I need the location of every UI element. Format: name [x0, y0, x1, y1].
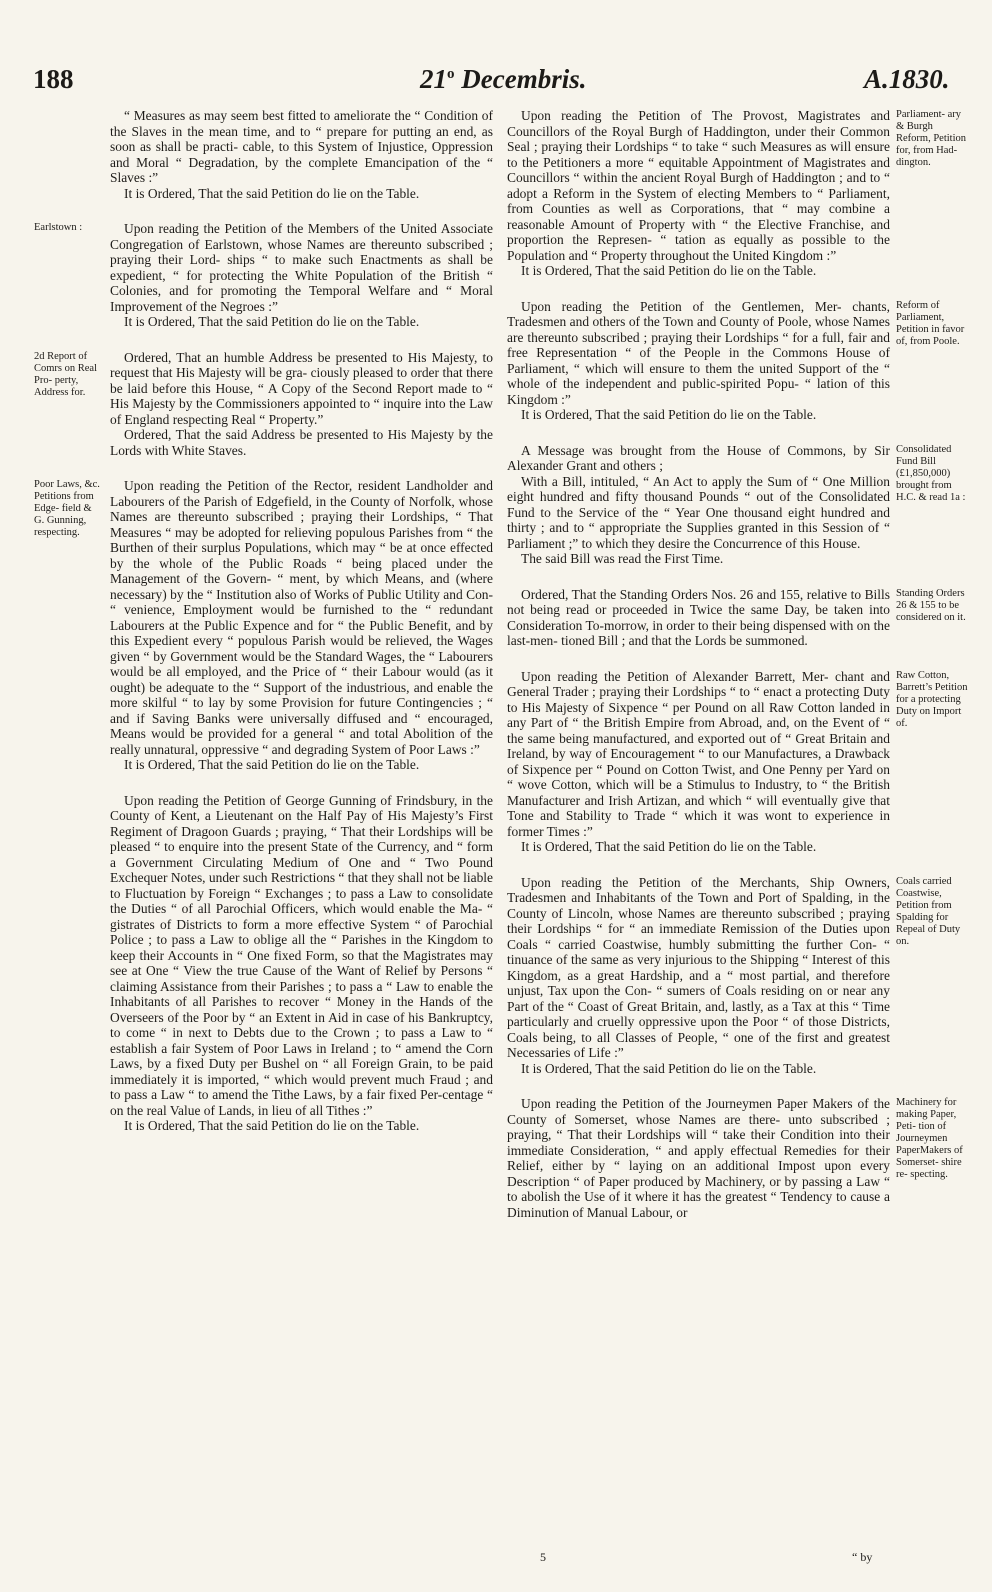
entry: [507, 668, 968, 855]
paragraph: Ordered, That the said Address be presented to His Majesty by the Lords with White Staves.: [110, 427, 493, 458]
entry: [507, 1096, 963, 1220]
entry: [110, 793, 493, 1134]
margin-note: 2d Report of Comrs on Real Pro- perty, Address for.: [34, 350, 97, 398]
entry: [507, 442, 966, 567]
entry: [34, 478, 493, 773]
margin-note: Reform of Parliament, Petition in favor of, from Poole.: [896, 299, 965, 347]
paragraph: It is Ordered, That the said Petition do lie on the Table.: [124, 757, 420, 772]
margin-note: Standing Orders 26 & 155 to be considered on it.: [896, 587, 966, 623]
paragraph: It is Ordered, That the said Petition do lie on the Table.: [521, 407, 817, 422]
page-footer: [540, 1550, 872, 1565]
paragraph: Upon reading the Petition of the Rector, resident Landholder and Labourers of the Parish of Edgefield, in the County of Norfolk, whose Names are thereunto subscribed ; praying their Lordships, “ That Measures “ may be adopted for relieving populous Parishes from “ the Burthen of their surplus Populations, which may “ be at once effected by the whole of the Public Roads “ being placed under the Management of the Govern- “ ment, by which Means, and (where necessary) by the “ Institution also of Works of Public Utility and Con- “ venience, Employment would be furnished to the “ redundant Labourers at the Public Expence and for “ the Public Benefit, and by this Expedient every “ populous Parish would be relieved, the Wages given “ by Government would be the Standard Wages, the “ Labourers would be all employed, and the Price of “ their Labour would (as it ought) be adequate to the “ Support of the industrious, and enable the more skilful “ to lay by some Provision for future Contingencies ; “ and if Saving Banks were universally diffused and “ encouraged, Means would be provided for a general “ and total Abolition of the really unnatural, oppressive “ and degrading System of Poor Laws :”: [110, 478, 493, 757]
paragraph: It is Ordered, That the said Petition do lie on the Table.: [124, 185, 420, 201]
left-column: [34, 108, 493, 1154]
paragraph: Upon reading the Petition of the Journeymen Paper Makers of the County of Somerset, whose Names are there- unto subscribed ; praying, “ That their Lordships will “ take their Condition into their immediate Consideration, “ and apply effectual Remedies for their Relief, either by “ laying on an additional Impost upon every Description “ of Paper produced by Machinery, or by passing a Law “ to abolish the Use of it where it has the greatest “ Tendency to cause a Diminution of Manual Labour, or: [507, 1096, 890, 1220]
paragraph: Upon reading the Petition of the Members of the United Associate Congregation of Earlstown, whose Names are thereunto subscribed ; praying their Lord- ships “ to make such Enactments as shall be expedient, “ for protecting the White Population of the British “ Colonies, and for promoting the Temporal Welfare and “ Moral Improvement of the Negroes :”: [110, 221, 493, 314]
margin-note: Parliament- ary & Burgh Reform, Petition for, from Had- dington.: [896, 109, 966, 168]
page-date: 21$^o$ Decembris.: [420, 64, 587, 94]
catchword: “ by: [852, 1550, 873, 1564]
paragraph: Upon reading the Petition of Alexander Barrett, Mer- chant and General Trader ; praying their Lordships “ to “ enact a protecting Duty to His Majesty of Sixpence “ per Pound on all Raw Cotton landed in any Part of “ the British Empire from Abroad, and, on the Event of “ the same being manufactured, and exported out of “ Great Britain and Ireland, by way of Encouragement “ to our Manufactures, a Drawback of Sixpence per “ Pound on Cotton Twist, and One Penny per Yard on “ wove Cotton, which will be a Stimulus to Industry, to “ the British Manufacturer and Irish Artizan, and which “ will eventually give that Tone and Stability to Trade “ which it was wont to experience in former Times :”: [507, 668, 890, 839]
paragraph: It is Ordered, That the said Petition do lie on the Table.: [521, 839, 817, 854]
paragraph: It is Ordered, That the said Petition do lie on the Table.: [124, 1118, 420, 1133]
margin-note: Earlstown :: [34, 222, 83, 233]
paragraph: Ordered, That the Standing Orders Nos. 26 and 155, relative to Bills not being read or proceeded in Twice the same Day, be taken into Consideration To-morrow, in order to their being dispensed with on the last-men- tioned Bill ; and that the Lords be summoned.: [507, 586, 890, 648]
paragraph: Upon reading the Petition of the Gentlemen, Mer- chants, Tradesmen and others of the Town and County of Poole, whose Names are thereunto subscribed ; praying their Lordships “ for a full, fair and free Representation “ of the People in the Commons House of Parliament, “ which will ensure to them the united Support of the “ whole of the independent and public-spirited Popu- “ lation of this Kingdom :”: [507, 298, 890, 407]
paragraph: It is Ordered, That the said Petition do lie on the Table.: [521, 1060, 817, 1076]
margin-note: Raw Cotton, Barrett’s Petition for a protecting Duty on Import of.: [896, 669, 968, 729]
page-header: [0, 58, 992, 108]
page-number: 188: [33, 64, 74, 94]
entry: [507, 586, 966, 649]
paragraph: It is Ordered, That the said Petition do lie on the Table.: [124, 314, 420, 329]
paragraph: Ordered, That an humble Address be presented to His Majesty, to request that His Majesty will be gra- ciously pleased to order that there be laid before this House, “ A Copy of the Second Report made to “ His Majesty by the Commissioners appointed to “ inquire into the Law of England respecting Real “ Property.”: [110, 349, 493, 427]
paragraph: Upon reading the Petition of The Provost, Magistrates and Councillors of the Royal Burgh of Haddington, under their Common Seal ; praying their Lordships “ to take “ such Measures as will ensure to the Petitioners a more “ equitable Appointment of Magistrates and Councillors “ within the ancient Royal Burgh of Haddington ; and to “ adopt a Reform in the System of electing Members to “ Parliament, from Counties as well as Corporations, that “ may combine a reasonable Amount of Property with “ the Elective Franchise, and proportion the Represen- “ tation as equally as possible to the Population and “ Property throughout the United Kingdom :”: [507, 108, 890, 263]
margin-note: Coals carried Coastwise, Petition from Spalding for Repeal of Duty on.: [896, 875, 961, 947]
entry: [507, 874, 961, 1077]
paragraph: A Message was brought from the House of Commons, by Sir Alexander Grant and others ;: [507, 442, 890, 473]
margin-note: Machinery for making Paper, Peti- tion of Journeymen PaperMakers of Somerset- shire re- specting.: [896, 1097, 963, 1180]
paragraph: Upon reading the Petition of George Gunning of Frindsbury, in the County of Kent, a Lieutenant on the Half Pay of His Majesty’s First Regiment of Dragoon Guards ; praying, “ That their Lordships will be pleased “ to enquire into the present State of the Currency, and “ form a Government Circulating Medium of One and “ Two Pound Exchequer Notes, under such Restrictions “ that they shall not be liable to Fluctuation by Foreign “ Exchanges ; to pass a Law to consolidate the Duties “ of all Parochial Officers, which would enable the Ma- “ gistrates of Districts to form a more effective System “ of Parochial Police ; to pass a Law to oblige all the “ Parishes in the Kingdom to keep their Accounts in “ One fixed Form, so that the Magistrates may see at One “ View the true Cause of the Want of Relief by Persons “ claiming Assistance from their Parishes ; to pass a “ Law to enable the Inhabitants of all Parishes to recover “ Money in the Hands of the Overseers of the Poor by “ an Extent in Aid in case of his Bankruptcy, to come “ in next to Debts due to the Crown ; to pass a Law to “ establish a fair System of Poor Laws in Ireland ; to “ amend the Corn Laws, by a fixed Duty per Bushel on “ all Foreign Grain, to be paid immediately it is imported, “ which would prevent much Fraud ; and to pass a Law “ to amend the Tithe Laws, by a fair fixed Per-centage “ on the real Value of Lands, in lieu of all Tithes :”: [110, 792, 493, 1118]
signature-mark: 5: [540, 1550, 546, 1564]
paragraph: It is Ordered, That the said Petition do lie on the Table.: [521, 263, 817, 278]
paragraph: Upon reading the Petition of the Merchants, Ship Owners, Tradesmen and Inhabitants of the Town and Port of Spalding, in the County of Lincoln, whose Names are thereunto subscribed ; praying their Lordships “ for “ an immediate Remission of the Duties upon Coals “ carried Coastwise, humbly submitting the further Con- “ tinuance of the same as very injurious to the Shipping “ Interest of this Kingdom, as a great Hardship, and a “ most partial, and therefore unjust, Tax upon the Con- “ sumers of Coals residing on or near any Part of the “ Coast of Great Britain, and, lastly, as a Tax at this “ Time particularly and cruelly oppressive upon the Poor “ of those Districts, Coals being, to all Classes of People, “ one of the first and greatest Necessaries of Life :”: [507, 874, 890, 1060]
entry: [507, 108, 966, 279]
paragraph: With a Bill, intituled, “ An Act to apply the Sum of “ One Million eight hundred and fifty thousand Pounds “ out of the Consolidated Fund to the Service of the “ Year One thousand eight hundred and thirty ; and to “ appropriate the Supplies granted in this Session of “ Parliament ;” to which they desire the Concurrence of this House.: [507, 473, 890, 551]
entry: [507, 298, 965, 423]
entry: [110, 108, 493, 201]
right-column: [507, 108, 968, 1240]
paragraph: “ Measures as may seem best fitted to ameliorate the “ Condition of the Slaves in the mean time, and to “ prepare for putting an end, as soon as shall be practi- cable, to this System of Injustice, Oppression and Moral “ Degradation, by the complete Emancipation of the “ Slaves :”: [110, 108, 493, 185]
margin-note: Poor Laws, &c. Petitions from Edge- field & G. Gunning, respecting.: [34, 479, 100, 538]
entry: [34, 349, 493, 459]
margin-note: Consolidated Fund Bill (£1,850,000) brought from H.C. & read 1a :: [896, 443, 966, 503]
entry: [34, 221, 493, 330]
page-year: A.1830.: [864, 64, 950, 94]
paragraph: The said Bill was read the First Time.: [521, 551, 724, 566]
